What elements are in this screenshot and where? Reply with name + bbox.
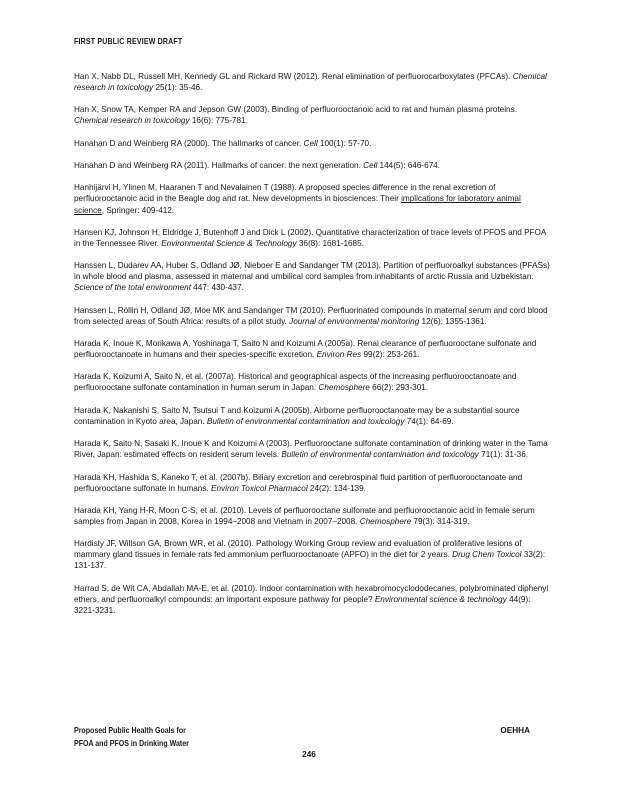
reference-journal: Environ Toxicol Pharmacol: [211, 483, 308, 493]
reference-entry: [74, 338, 552, 360]
reference-list: [74, 71, 552, 627]
reference-entry: [74, 505, 552, 527]
reference-text: Harada K, Saito N, Sasaki K, Inoue K and Koizumi A (2003). Perfluorooctane sulfonate contamination of drinking water in the Tama River, Japan: estimated effects on resident serum levels.: [74, 439, 548, 460]
reference-entry: [74, 371, 552, 393]
reference-journal: Bulletin of environmental contamination and toxicology: [206, 416, 405, 426]
reference-citation: 79(3): 314-319.: [411, 516, 470, 526]
reference-entry: [74, 438, 552, 460]
reference-journal: Environmental science & technology: [374, 594, 507, 604]
reference-journal: Bulletin of environmental contamination and toxicology: [281, 450, 479, 460]
reference-entry: [74, 405, 552, 427]
reference-text: Hardisty JF, Willson GA, Brown WR, et al. (2010). Pathology Working Group review and evaluation of proliferative lesions of mammary gland tissues in female rats fed ammonium perfluorooctanoate (APFO) in the diet for 2 years.: [74, 539, 522, 560]
reference-entry: [74, 160, 552, 171]
reference-entry: [74, 305, 552, 327]
reference-journal: Chemosphere: [359, 516, 412, 526]
reference-entry: [74, 538, 552, 571]
page-header: [74, 37, 200, 46]
reference-text: Hanahan D and Weinberg RA (2000). The hallmarks of cancer.: [74, 138, 304, 148]
reference-citation: 100(1): 57-70.: [317, 138, 372, 148]
footer-agency: OEHHA: [500, 726, 530, 735]
reference-journal: Science of the total environment: [74, 283, 191, 293]
reference-citation: 16(6): 775-781.: [189, 116, 248, 126]
reference-citation: 36(8): 1681-1685.: [296, 238, 364, 248]
page-number: 246: [302, 750, 316, 759]
reference-citation: 25(1): 35-46.: [153, 83, 203, 93]
reference-text: Hanhijärvi H, Ylinen M, Haaranen T and Nevalainen T (1988). A proposed species difference in the renal excretion of perfluorooctanoic acid in the Beagle dog and rat. New developments in biosciences: Their: [74, 183, 496, 204]
reference-text: Harrad S, de Wit CA, Abdallah MA-E, et al. (2010). Indoor contamination with hexabromocyclododecanes, polybrominated diphenyl ethers, and perfluoroalkyl compounds: an important exposure pathway for people?: [74, 583, 549, 604]
reference-entry: [74, 472, 552, 494]
reference-journal: Environ Res: [316, 350, 362, 360]
reference-text: Hansen KJ, Johnson H, Eldridge J, Butenhoff J and Dick L (2002). Quantitative characterization of trace levels of PFOS and PFOA in the Tennessee River.: [74, 227, 546, 248]
reference-citation: 99(2): 253-261.: [361, 350, 420, 360]
reference-text: Hanahan D and Weinberg RA (2011). Hallmarks of cancer: the next generation.: [74, 161, 364, 171]
reference-citation: 24(2): 134-139.: [307, 483, 366, 493]
reference-entry: [74, 227, 552, 249]
reference-citation: 74(1): 64-69.: [404, 416, 454, 426]
reference-entry: [74, 104, 552, 126]
reference-text: Harada K, Nakanishi S, Saito N, Tsutsui T and Koizumi A (2005b). Airborne perfluorooctanoate may be a substantial source contamination in Kyoto area, Japan.: [74, 405, 520, 426]
reference-journal: Journal of environmental monitoring: [289, 316, 420, 326]
reference-underlined-text: implications for laboratory animal science: [74, 194, 521, 215]
footer-line-2: PFOA and PFOS in Drinking Water: [74, 739, 189, 748]
reference-entry: [74, 138, 552, 149]
reference-journal: Drug Chem Toxicol: [452, 550, 522, 560]
reference-entry: [74, 71, 552, 93]
header-text: FIRST PUBLIC REVIEW DRAFT: [74, 37, 183, 46]
reference-text: Harada K, Inoue K, Morikawa A, Yoshinaga T, Saito N and Koizumi A (2005a). Renal clearance of perfluorooctane sulfonate and perfluorooctanoate in humans and their species-specific excretion.: [74, 339, 537, 360]
reference-text: Harada K, Koizumi A, Saito N, et al. (2007a). Historical and geographical aspects of the increasing perfluorooctanoate and perfluorooctane sulfonate contamination in human serum in Japan.: [74, 372, 517, 393]
page-footer: [74, 724, 530, 750]
reference-citation: , Springer: 409-412.: [101, 205, 175, 215]
reference-entry: [74, 583, 552, 616]
reference-journal: Cell: [303, 138, 318, 148]
reference-citation: 12(6): 1355-1361.: [419, 316, 487, 326]
reference-text: Han X, Nabb DL, Russell MH, Kennedy GL and Rickard RW (2012). Renal elimination of perfluorocarboxylates (PFCAs).: [74, 72, 513, 81]
reference-entry: [74, 260, 552, 293]
reference-citation: 44(9): 3221-3231.: [74, 594, 531, 615]
reference-entry: [74, 182, 552, 215]
reference-citation: 66(2): 293-301.: [369, 383, 429, 393]
reference-citation: 71(1): 31-36.: [478, 450, 529, 460]
footer-line-1: Proposed Public Health Goals for: [74, 726, 186, 735]
reference-journal: Chemical research in toxicology: [74, 72, 547, 93]
reference-text: Hanssen L, Dudarev AA, Huber S, Odland JØ, Nieboer E and Sandanger TM (2013). Partition of perfluoroalkyl substances (PFASs) in whole blood and plasma, assessed in maternal and umbilical cord samples from inhabitants of arctic Russia and Uzbekistan.: [74, 261, 550, 282]
reference-journal: Chemical research in toxicology: [74, 116, 190, 126]
reference-citation: 144(5): 646-674.: [377, 161, 441, 171]
reference-text: Harada KH, Hashida S, Kaneko T, et al. (2007b). Biliary excretion and cerebrospinal fluid partition of perfluorooctanoate and perfluorooctane sulfonate in humans.: [74, 472, 523, 493]
reference-citation: 447: 430-437.: [190, 283, 244, 293]
reference-journal: Chemosphere: [318, 383, 370, 393]
reference-citation: 33(2): 131-137.: [74, 550, 546, 571]
reference-text: Hanssen L, Röllin H, Odland JØ, Moe MK and Sandanger TM (2010). Perfluorinated compounds in maternal serum and cord blood from selected areas of South Africa: results of a pilot study.: [74, 305, 548, 326]
reference-journal: Cell: [363, 161, 378, 171]
reference-text: Harada KH, Yang H-R, Moon C-S, et al. (2010). Levels of perfluorooctane sulfonate and perfluorooctanoic acid in female serum samples from Japan in 2008, Korea in 1994–2008 and Vietnam in 2007–2008.: [74, 505, 535, 526]
reference-text: Han X, Snow TA, Kemper RA and Jepson GW (2003). Binding of perfluorooctanoic acid to rat and human plasma proteins.: [74, 105, 517, 115]
reference-journal: Environmental Science & Technology: [161, 238, 297, 248]
